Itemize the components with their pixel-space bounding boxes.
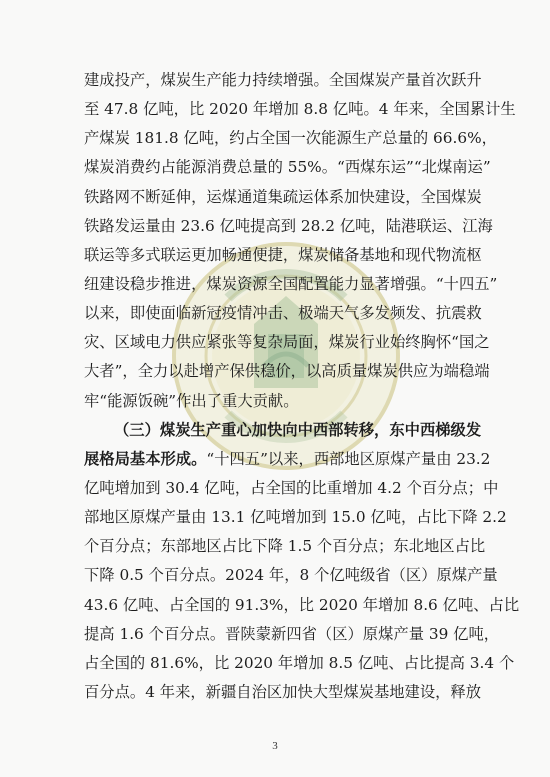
- text-line: 灾、区域电力供应紧张等复杂局面，煤炭行业始终胸怀“国之: [84, 333, 490, 352]
- text-line: 建成投产，煤炭生产能力持续增强。全国煤炭产量首次跃升: [84, 71, 482, 89]
- text-line: 铁路发运量由 23.6 亿吨提高到 28.2 亿吨，陆港联运、江海: [84, 216, 493, 235]
- section-heading-tail: 展格局基本形成。: [84, 449, 207, 468]
- text-line: 铁路网不断延伸，运煤通道集疏运体系加快建设，全国煤炭: [84, 187, 482, 206]
- text-fragment: “十四五”以来，西部地区原煤产量由 23.2: [206, 449, 491, 468]
- section-heading-continued: [84, 445, 491, 474]
- text-line: 大者”，全力以赴增产保供稳价，以高质量煤炭供应为端稳端: [84, 362, 490, 381]
- text-line: 煤炭消费约占能源消费总量的 55%。“西煤东运”“北煤南运”: [84, 158, 491, 177]
- text-line: 提高 1.6 个百分点。晋陕蒙新四省（区）原煤产量 39 亿吨，: [84, 624, 500, 643]
- page-number: 3: [272, 740, 278, 752]
- text-line: 牢“能源饭碗”作出了重大贡献。: [84, 391, 299, 410]
- text-line: 个百分点；东部地区占比下降 1.5 个百分点；东北地区占比: [84, 537, 486, 556]
- text-line: 亿吨增加到 30.4 亿吨，占全国的比重增加 4.2 个百分点；中: [84, 478, 499, 497]
- text-line: 占全国的 81.6%，比 2020 年增加 8.5 亿吨、占比提高 3.4 个: [84, 653, 515, 672]
- text-line: 以来，即使面临新冠疫情冲击、极端天气多发频发、抗震救: [84, 304, 482, 323]
- section-heading: （三）煤炭生产重心加快向中西部转移，东中西梯级发: [114, 420, 482, 439]
- text-line: 部地区原煤产量由 13.1 亿吨增加到 15.0 亿吨，占比下降 2.2: [84, 508, 507, 527]
- document-body: [84, 66, 520, 707]
- text-line: 产煤炭 181.8 亿吨，约占全国一次能源生产总量的 66.6%，: [84, 129, 497, 148]
- text-line: 纽建设稳步推进，煤炭资源全国配置能力显著增强。“十四五”: [84, 274, 498, 293]
- text-line: 下降 0.5 个百分点。2024 年，8 个亿吨级省（区）原煤产量: [84, 566, 498, 585]
- text-line: 百分点。4 年来，新疆自治区加快大型煤炭基地建设，释放: [84, 682, 482, 701]
- text-line: 至 47.8 亿吨，比 2020 年增加 8.8 亿吨。4 年来，全国累计生: [84, 100, 516, 119]
- text-line: 联运等多式联运更加畅通便捷，煤炭储备基地和现代物流枢: [84, 245, 482, 264]
- text-line: 43.6 亿吨、占全国的 91.3%，比 2020 年增加 8.6 亿吨、占比: [84, 595, 520, 614]
